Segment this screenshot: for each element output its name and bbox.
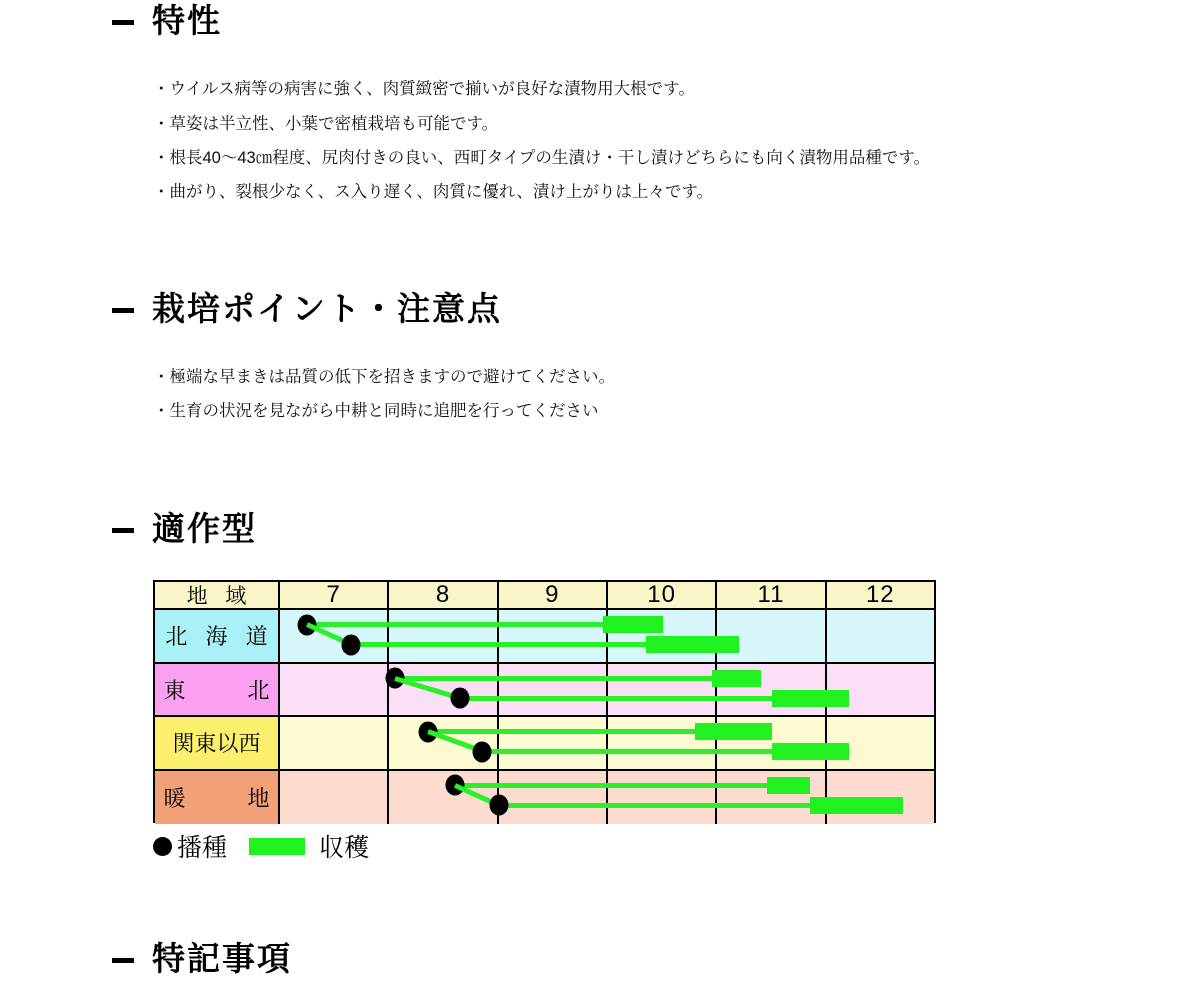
schedule-cell: [717, 610, 826, 662]
schedule-cell: [608, 771, 717, 825]
legend-label-harvest: 収穫: [319, 834, 370, 862]
schedule-cell: [280, 717, 389, 769]
crop-calendar-table: [153, 580, 936, 823]
table-header-row: [155, 582, 934, 610]
section-heading-saibai: [112, 294, 502, 327]
dash-marker-icon: [112, 958, 134, 963]
schedule-cell: [280, 771, 389, 825]
schedule-cell: [499, 771, 608, 825]
bullet-item: ・生育の状況を見ながら中耕と同時に追肥を行ってください: [153, 402, 599, 420]
schedule-cell: [499, 717, 608, 769]
section-title-tekisakugata: 適作型: [152, 512, 257, 548]
schedule-cell: [389, 771, 498, 825]
schedule-cell: [389, 610, 498, 662]
schedule-cell: [717, 717, 826, 769]
schedule-cell: [827, 717, 934, 769]
dash-marker-icon: [112, 20, 134, 25]
section-title-saibai: 栽培ポイント・注意点: [152, 292, 502, 328]
sowing-dot-icon: [153, 837, 172, 856]
column-header-month: 9: [499, 582, 608, 608]
crop-calendar-legend: [153, 828, 369, 864]
schedule-cell: [389, 717, 498, 769]
schedule-cell: [280, 610, 389, 662]
table-row: [155, 717, 934, 771]
section-title-tokki: 特記事項: [152, 942, 292, 978]
schedule-cell: [827, 664, 934, 716]
schedule-cell: [608, 664, 717, 716]
bullet-item: ・曲がり、裂根少なく、ス入り遅く、肉質に優れ、漬け上がりは上々です。: [153, 183, 714, 201]
table-row: [155, 771, 934, 825]
schedule-cell: [389, 664, 498, 716]
schedule-cell: [280, 664, 389, 716]
section-heading-tekisakugata: [112, 514, 257, 547]
dash-marker-icon: [112, 308, 134, 313]
row-label-region: 北 海 道: [155, 610, 280, 662]
section-heading-tokki: [112, 944, 292, 977]
section-title-tokusei: 特性: [152, 4, 222, 40]
column-header-region: 地 域: [155, 582, 280, 608]
schedule-cell: [827, 771, 934, 825]
column-header-month: 11: [717, 582, 826, 608]
row-label-region: 暖 地: [155, 771, 280, 825]
bullet-item: ・草姿は半立性、小葉で密植栽培も可能です。: [153, 115, 499, 133]
table-row: [155, 664, 934, 718]
bullet-item: ・ウイルス病等の病害に強く、肉質緻密で揃いが良好な漬物用大根です。: [153, 80, 695, 98]
schedule-cell: [499, 610, 608, 662]
dash-marker-icon: [112, 528, 134, 533]
table-row: [155, 610, 934, 664]
section-heading-tokusei: [112, 6, 222, 39]
schedule-cell: [827, 610, 934, 662]
bullet-item: ・極端な早まきは品質の低下を招きますので避けてください。: [153, 368, 615, 386]
column-header-month: 12: [827, 582, 934, 608]
schedule-cell: [717, 664, 826, 716]
schedule-cell: [608, 610, 717, 662]
column-header-month: 8: [389, 582, 498, 608]
legend-label-sowing: 播種: [177, 834, 228, 862]
schedule-cell: [499, 664, 608, 716]
bullet-item: ・根長40〜43㎝程度、尻肉付きの良い、西町タイプの生漬け・干し漬けどちらにも向く漬物用品種です。: [153, 149, 931, 167]
column-header-month: 7: [280, 582, 389, 608]
column-header-month: 10: [608, 582, 717, 608]
schedule-cell: [717, 771, 826, 825]
row-label-region: 東 北: [155, 664, 280, 716]
row-label-region: 関東以西: [155, 717, 280, 769]
harvest-bar-icon: [249, 838, 305, 855]
schedule-cell: [608, 717, 717, 769]
